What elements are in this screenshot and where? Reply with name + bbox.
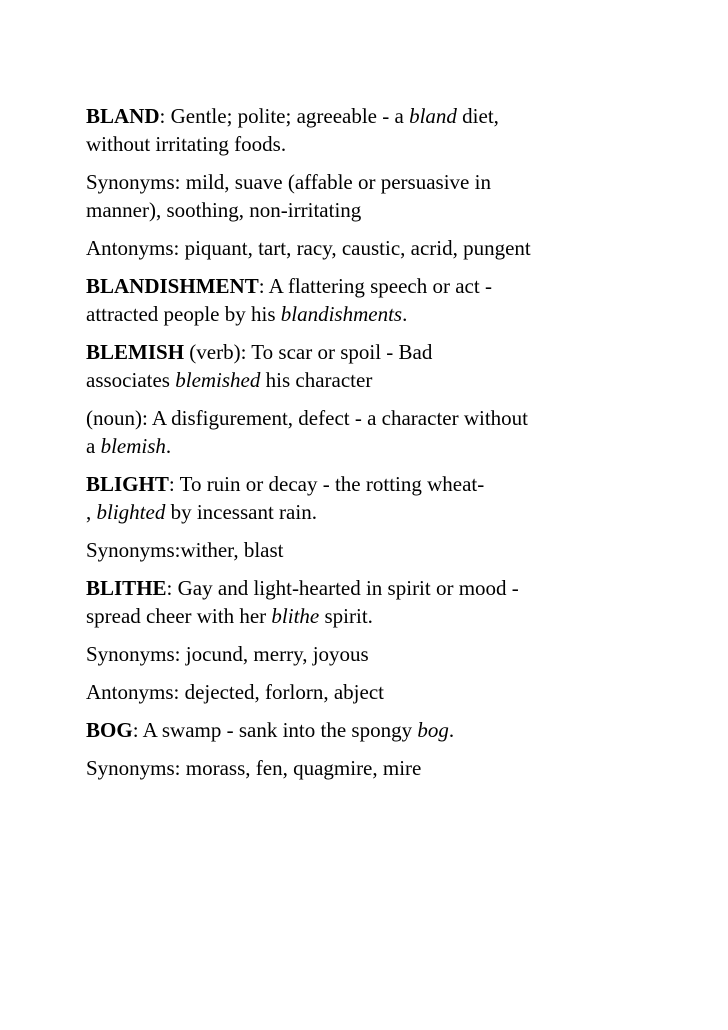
synonyms-text: Synonyms: morass, fen, quagmire, mire	[86, 756, 422, 780]
entry-blight	[86, 470, 646, 526]
headword: BLIGHT	[86, 472, 169, 496]
definition-text: : Gay and light-hearted in spirit or mood -	[166, 576, 519, 600]
synonyms-text: manner), soothing, non-irritating	[86, 198, 362, 222]
definition-text: associates	[86, 368, 176, 392]
synonyms-text: Synonyms: mild, suave (affable or persuasive in	[86, 170, 491, 194]
definition-text: .	[165, 434, 172, 458]
definition-text: .	[448, 718, 455, 742]
antonyms-text: Antonyms: piquant, tart, racy, caustic, acrid, pungent	[86, 236, 531, 260]
definition-text: : A swamp - sank into the spongy	[132, 718, 418, 742]
example-word: blemished	[175, 368, 261, 392]
definition-text: without irritating foods.	[86, 132, 287, 156]
definition-text: : Gentle; polite; agreeable - a	[159, 104, 410, 128]
entry-bland	[86, 102, 646, 158]
entry-blithe-antonyms	[86, 678, 646, 706]
example-word: blighted	[96, 500, 166, 524]
definition-text: : A flattering speech or act -	[258, 274, 492, 298]
definition-text: (verb): To scar or spoil - Bad	[184, 340, 433, 364]
entry-bland-antonyms	[86, 234, 646, 262]
entry-bog	[86, 716, 646, 744]
definition-text: diet,	[456, 104, 499, 128]
definition-text: ,	[86, 500, 97, 524]
definition-text: (noun): A disfigurement, defect - a character without	[86, 406, 529, 430]
entry-blemish-verb	[86, 338, 646, 394]
definition-text: .	[402, 302, 408, 326]
headword: BLEMISH	[86, 340, 185, 364]
antonyms-text: Antonyms: dejected, forlorn, abject	[86, 680, 384, 704]
synonyms-text: Synonyms:wither, blast	[86, 538, 284, 562]
example-word: blithe	[271, 604, 320, 628]
definition-text: spirit.	[319, 604, 373, 628]
definition-text: by incessant rain.	[165, 500, 317, 524]
definition-text: : To ruin or decay - the rotting wheat-	[168, 472, 485, 496]
entry-blemish-noun	[86, 404, 646, 460]
headword: BOG	[86, 718, 133, 742]
definition-text: his character	[260, 368, 373, 392]
headword: BLAND	[86, 104, 160, 128]
headword: BLANDISHMENT	[86, 274, 259, 298]
entry-bland-synonyms	[86, 168, 646, 224]
example-word: blandishments	[280, 302, 403, 326]
entry-blithe	[86, 574, 646, 630]
headword: BLITHE	[86, 576, 167, 600]
synonyms-text: Synonyms: jocund, merry, joyous	[86, 642, 369, 666]
example-word: bland	[409, 104, 457, 128]
entry-blandishment	[86, 272, 646, 328]
definition-text: spread cheer with her	[86, 604, 272, 628]
example-word: bog	[417, 718, 449, 742]
entry-blithe-synonyms	[86, 640, 646, 668]
example-word: blemish	[100, 434, 166, 458]
entry-bog-synonyms	[86, 754, 646, 782]
document-page	[86, 102, 646, 792]
entry-blight-synonyms	[86, 536, 646, 564]
definition-text: a	[86, 434, 101, 458]
definition-text: attracted people by his	[86, 302, 281, 326]
